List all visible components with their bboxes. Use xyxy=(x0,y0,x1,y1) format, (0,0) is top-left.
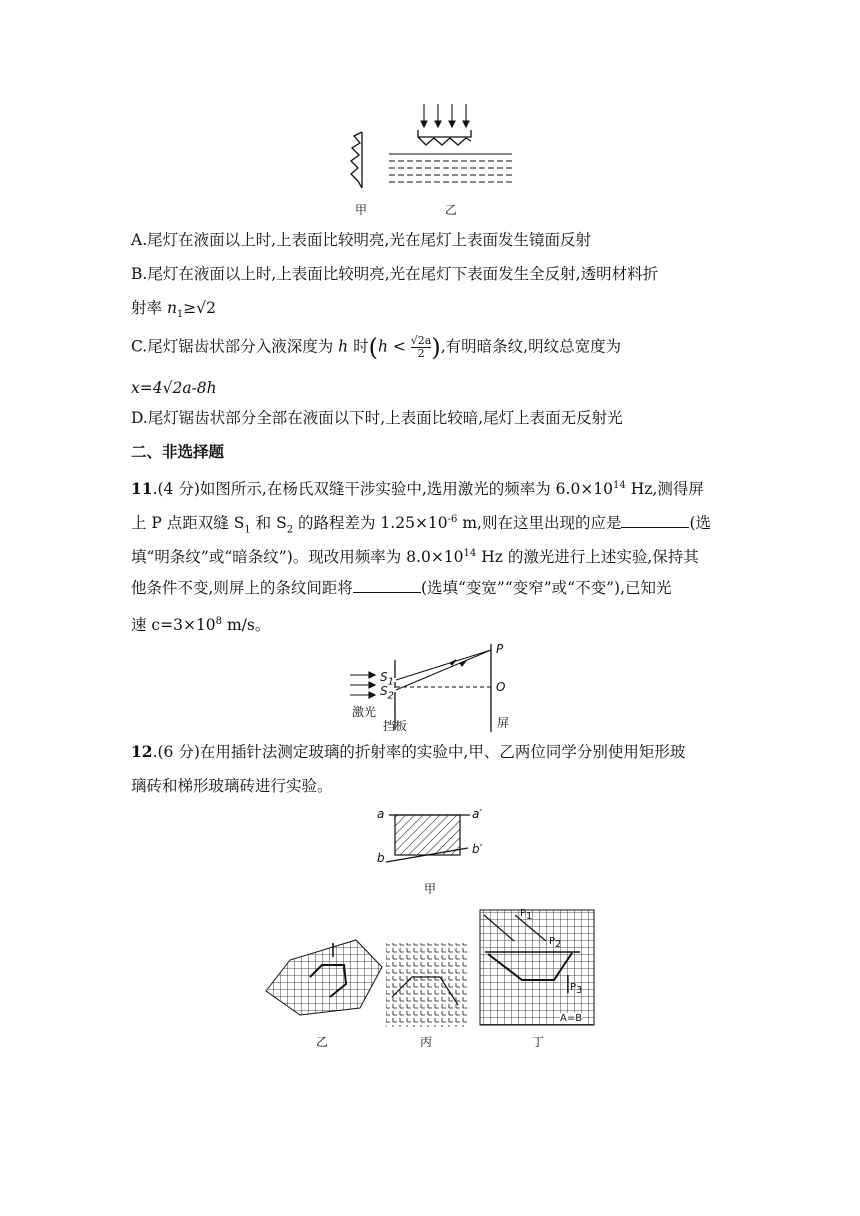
fraction-denominator: 2 xyxy=(417,347,425,360)
figure-caption-jia: 甲 xyxy=(424,882,437,896)
liquid-surface xyxy=(389,154,512,182)
grid-ding xyxy=(480,910,594,1025)
label-o: O xyxy=(496,680,506,694)
section-title: 二、非选择题 xyxy=(131,442,225,461)
grid-figures xyxy=(0,905,860,1035)
double-slit-figure xyxy=(0,640,860,740)
q11-line5: 速 $c=3\times 10^8$ m/s。 xyxy=(131,616,271,635)
label-p3: $P_3$ xyxy=(570,982,583,996)
answer-blank-1[interactable] xyxy=(621,513,689,528)
q11-line1: 11.(4 分)如图所示,在杨氏双缝干涉实验中,选用激光的频率为 $6.0\times 10^{14}$ Hz,测得屏 xyxy=(131,479,704,499)
label-a-equals-b: A=B xyxy=(560,1013,583,1024)
label-s2: $S_2$ xyxy=(380,684,394,702)
incident-arrows xyxy=(421,104,469,127)
answer-blank-2[interactable] xyxy=(353,578,421,593)
lamp-top-view xyxy=(418,130,471,145)
figure-caption-bing: 丙 xyxy=(420,1035,433,1049)
label-p2: $P_2$ xyxy=(549,936,562,950)
label-a: a xyxy=(377,807,385,821)
figure-label-yi: 乙 xyxy=(445,203,458,217)
option-b-line2: 射率 $n_1\ge√2$ xyxy=(131,299,217,321)
label-b: b xyxy=(377,851,385,865)
label-screen: 屏 xyxy=(497,716,510,730)
label-baffle: 挡板 xyxy=(383,719,408,733)
fraction-numerator: √2a xyxy=(410,334,432,347)
option-d: D.尾灯锯齿状部分全部在液面以下时,上表面比较暗,尾灯上表面无反射光 xyxy=(131,409,623,427)
grid-bing xyxy=(386,943,468,1027)
q12-line2: 璃砖和梯形玻璃砖进行实验。 xyxy=(131,777,333,795)
label-laser: 激光 xyxy=(352,705,377,719)
grid-yi xyxy=(266,940,382,1015)
q11-line3: 填“明条纹”或“暗条纹”)。现改用频率为 $8.0\times 10^{14}$ Hz 的激光进行上述实验,保持其 xyxy=(131,548,699,567)
label-p1: $P_1$ xyxy=(520,908,533,922)
label-b-prime: b′ xyxy=(472,842,483,856)
option-b-line1: B.尾灯在液面以上时,上表面比较明亮,光在尾灯下表面发生全反射,透明材料折 xyxy=(131,265,659,283)
label-a-prime: a′ xyxy=(472,807,483,821)
label-p: P xyxy=(496,642,504,656)
tail-light-figure xyxy=(0,0,860,200)
rectangular-glass-figure xyxy=(0,805,860,875)
figure-caption-yi: 乙 xyxy=(316,1035,329,1049)
q11-line2: 上 P 点距双缝 $S_1$ 和 $S_2$ 的路程差为 $1.25\times 10^{-6}$ m,则在这里出现的应是 (选 xyxy=(131,514,712,536)
q11-line4: 他条件不变,则屏上的条纹间距将 (选填“变宽”“变窄”或“不变”),已知光 xyxy=(131,579,672,597)
option-c-line2: x=4√2a-8h xyxy=(131,379,217,397)
lamp-side-view xyxy=(351,132,362,188)
figure-caption-ding: 丁 xyxy=(532,1035,545,1049)
q12-line1: 12.(6 分)在用插针法测定玻璃的折射率的实验中,甲、乙两位同学分别使用矩形玻 xyxy=(131,742,686,761)
label-s1: $S_1$ xyxy=(380,670,394,688)
figure-label-jia: 甲 xyxy=(355,203,368,217)
option-a: A.尾灯在液面以上时,上表面比较明亮,光在尾灯上表面发生镜面反射 xyxy=(131,231,591,249)
option-c-line1: C.尾灯锯齿状部分入液深度为 h 时(h < $\frac{√2a}{2}$ ),有明暗条纹,明纹总宽度为 xyxy=(131,333,622,362)
